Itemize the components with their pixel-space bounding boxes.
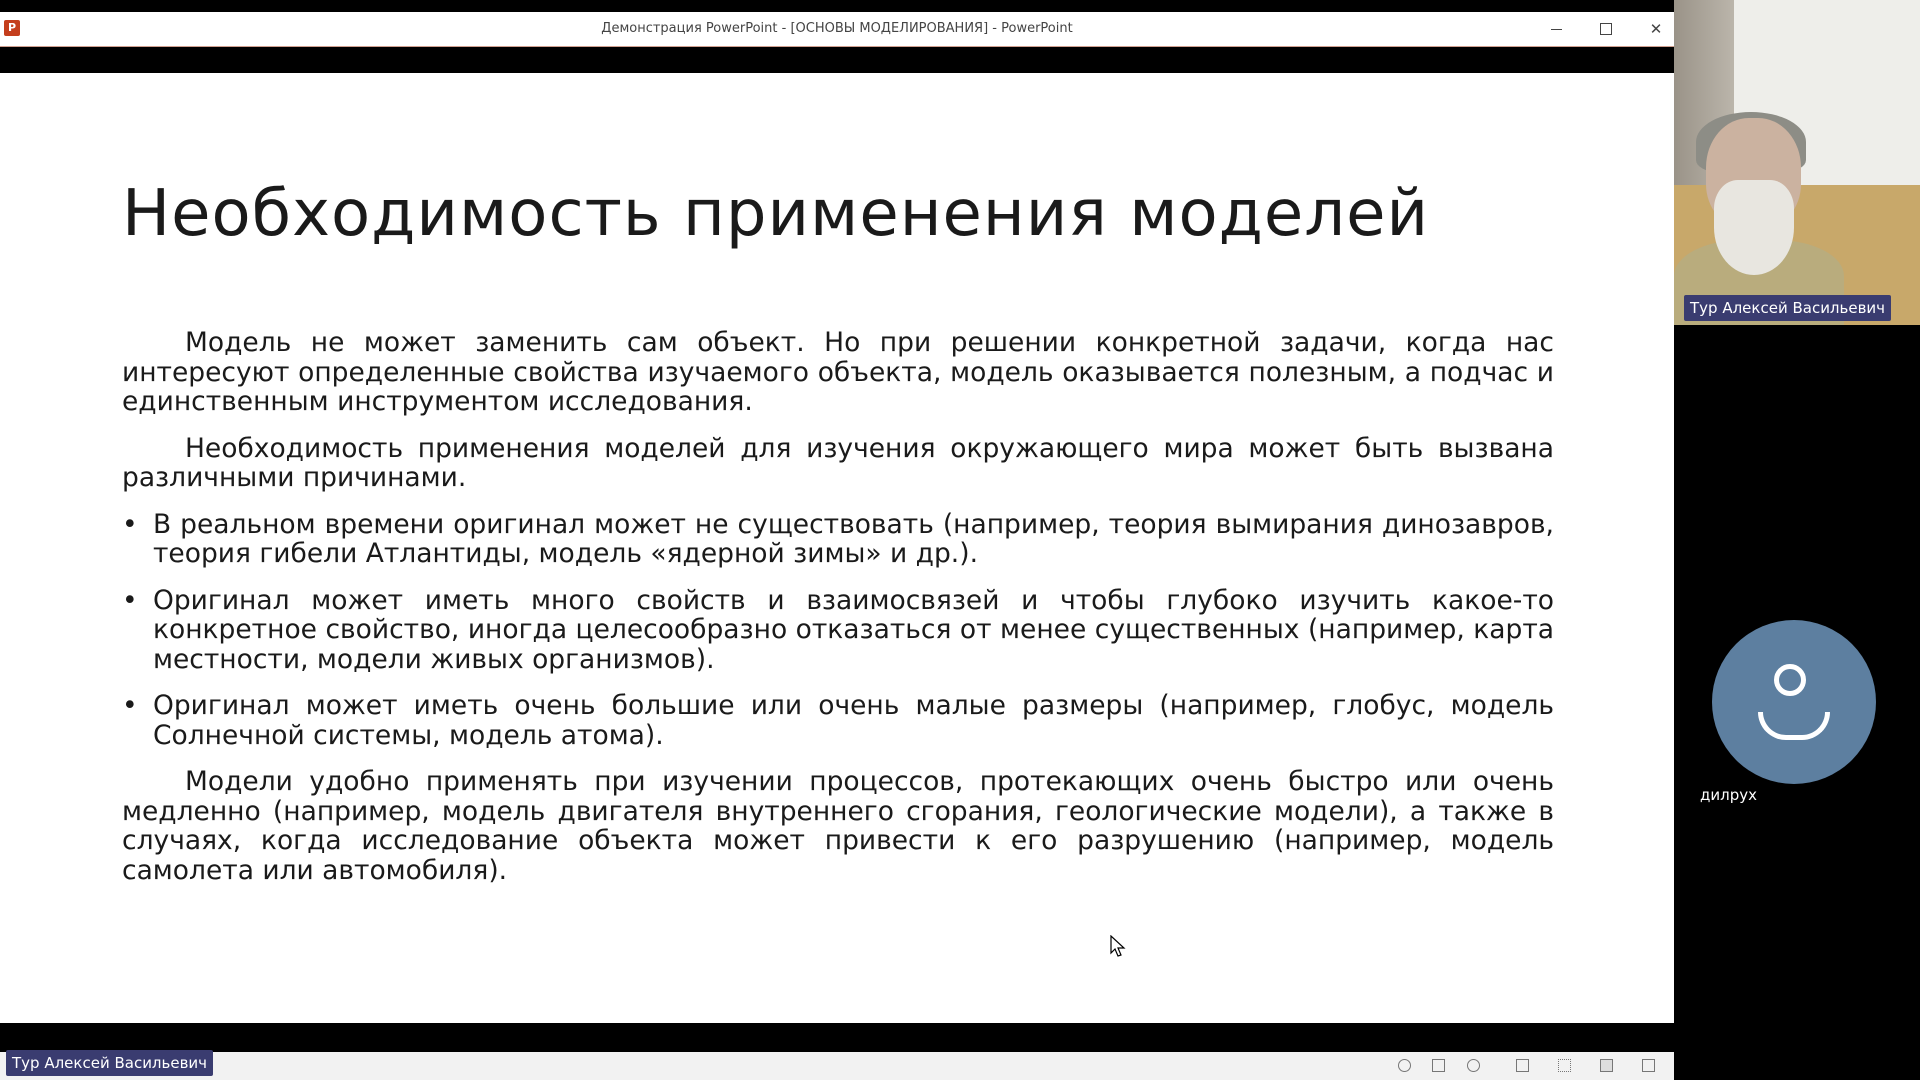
- maximize-icon: [1600, 23, 1612, 35]
- mouse-cursor-icon: [1110, 935, 1126, 959]
- close-button[interactable]: [1633, 16, 1679, 42]
- slide-paragraph: Модель не может заменить сам объект. Но при решении конкретной задачи, когда нас интересуют определенные свойства изучаемого объекта, модель оказывается полезным, а подчас и единственным инструментом исследования.: [122, 327, 1554, 417]
- slide-bullet-item: [122, 691, 1554, 750]
- bullet-text: Оригинал может иметь очень большие или очень малые размеры (например, глобус, модель Солнечной системы, модель атома).: [153, 690, 1554, 751]
- slide-bullet-item: [122, 586, 1554, 675]
- powerpoint-app-icon[interactable]: P: [4, 20, 20, 36]
- bullet-text: Оригинал может иметь много свойств и взаимосвязей и чтобы глубоко изучить какое-то конкретное свойство, иногда целесообразно отказаться от менее существенных (например, карта местности, модели живых организмов).: [153, 584, 1554, 675]
- slide-body: [122, 328, 1554, 902]
- title-bar: [0, 12, 1674, 47]
- slide-bullet-list: [122, 510, 1554, 751]
- presenter-video-name-tag: Тур Алексей Васильевич: [1684, 295, 1891, 321]
- reading-view-icon[interactable]: [1600, 1059, 1613, 1072]
- slide-sorter-icon[interactable]: [1558, 1059, 1571, 1072]
- slide-paragraph: Модели удобно применять при изучении процессов, протекающих очень быстро или очень медленно (например, модель двигателя внутреннего сгорания, геологические модели), а также в случаях, когда исследование объекта может привести к его разрушению (например, модель самолета или автомобиля).: [122, 766, 1554, 886]
- user-icon-body: [1758, 712, 1830, 740]
- bullet-icon: •: [122, 584, 138, 616]
- user-icon-head: [1774, 664, 1806, 696]
- comments-icon[interactable]: [1432, 1059, 1445, 1072]
- slide-bullet-item: [122, 510, 1554, 569]
- slide-title: Необходимость применения моделей: [122, 177, 1430, 251]
- close-icon: ✕: [1649, 20, 1663, 38]
- video-panel: [1674, 0, 1920, 1080]
- window-title: Демонстрация PowerPoint - [ОСНОВЫ МОДЕЛИРОВАНИЯ] - PowerPoint: [601, 21, 1073, 36]
- minimize-button[interactable]: [1533, 16, 1579, 42]
- bullet-text: В реальном времени оригинал может не существовать (например, теория вымирания динозавров, теория гибели Атлантиды, модель «ядерной зимы» и др.).: [153, 508, 1554, 569]
- maximize-button[interactable]: [1583, 16, 1629, 42]
- slideshow-icon[interactable]: [1642, 1059, 1655, 1072]
- minimize-icon: [1551, 29, 1562, 30]
- slide-paragraph: Необходимость применения моделей для изучения окружающего мира может быть вызвана различными причинами.: [122, 432, 1554, 493]
- slide[interactable]: [0, 73, 1674, 1023]
- bullet-icon: •: [122, 508, 138, 540]
- presenter-webcam-video[interactable]: [1674, 0, 1920, 325]
- bullet-icon: •: [122, 690, 138, 721]
- participant-name: дилрух: [1700, 786, 1757, 804]
- accessibility-icon[interactable]: [1467, 1059, 1480, 1072]
- presenter-beard: [1714, 180, 1794, 275]
- status-bar: [0, 1052, 1674, 1080]
- presenter-name-tag: Тур Алексей Васильевич: [6, 1050, 213, 1076]
- normal-view-icon[interactable]: [1516, 1059, 1529, 1072]
- participant-avatar[interactable]: [1712, 620, 1876, 784]
- notes-icon[interactable]: [1398, 1059, 1411, 1072]
